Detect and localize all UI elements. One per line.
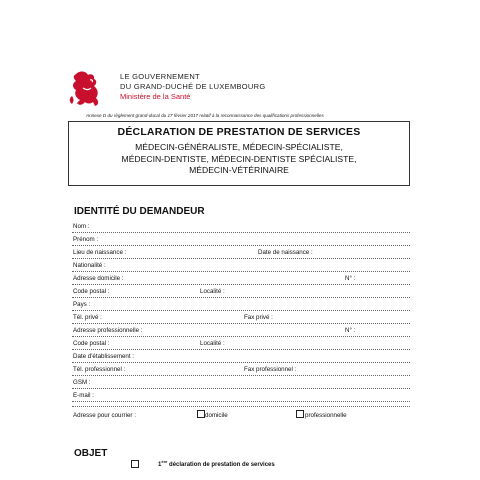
checkbox-premiere-declaration[interactable]	[131, 460, 139, 468]
field-adresse-domicile[interactable]	[72, 272, 410, 285]
label-lieu-naissance: Lieu de naissance :	[73, 249, 127, 256]
field-tel-pro[interactable]	[72, 363, 410, 376]
label-localite-2: Localité :	[200, 340, 225, 347]
label-pays: Pays :	[73, 301, 91, 308]
label-adresse-pro: Adresse professionnelle :	[73, 327, 143, 334]
label-prenom: Prénom :	[73, 236, 99, 243]
luxembourg-lion-logo-icon	[66, 68, 108, 110]
label-date-etablissement: Date d'établissement :	[73, 353, 135, 360]
field-courrier	[72, 409, 410, 421]
label-tel-pro: Tél. professionnel :	[73, 366, 126, 373]
checkbox-professionnelle[interactable]	[296, 410, 304, 418]
field-code-postal-pro[interactable]	[72, 337, 410, 350]
ministry-name: Ministère de la Santé	[120, 92, 191, 101]
subtitle-line-1: MÉDECIN-GÉNÉRALISTE, MÉDECIN-SPÉCIALISTE,	[135, 142, 343, 152]
label-code-postal-2: Code postal :	[73, 340, 110, 347]
label-fax-pro: Fax professionnel :	[244, 366, 297, 373]
field-pays[interactable]	[72, 298, 410, 311]
label-code-postal-1: Code postal :	[73, 288, 110, 295]
field-prenom[interactable]	[72, 233, 410, 246]
subtitle-line-2: MÉDECIN-DENTISTE, MÉDECIN-DENTISTE SPÉCIALISTE,	[121, 153, 357, 164]
field-code-postal-domicile[interactable]	[72, 285, 410, 298]
title-box	[68, 121, 410, 186]
option-domicile-label: domicile	[205, 412, 228, 419]
label-email: E-mail :	[73, 392, 94, 399]
gov-line-2: DU GRAND-DUCHÉ DE LUXEMBOURG	[120, 82, 266, 91]
subtitle-line-3: MÉDECIN-VÉTÉRINAIRE	[189, 165, 289, 175]
checkbox-domicile[interactable]	[197, 410, 205, 418]
objet-heading: OBJET	[74, 448, 108, 459]
label-localite-1: Localité :	[200, 288, 225, 295]
gov-line-1: LE GOUVERNEMENT	[120, 72, 200, 81]
label-date-naissance: Date de naissance :	[258, 249, 313, 256]
label-tel-prive: Tél. privé :	[73, 314, 102, 321]
label-adresse-domicile: Adresse domicile :	[73, 275, 124, 282]
field-gsm[interactable]	[72, 376, 410, 389]
ordinal-suffix: ère	[161, 459, 168, 464]
label-fax-prive: Fax privé :	[244, 314, 273, 321]
field-nationalite[interactable]	[72, 259, 410, 272]
document-title: DÉCLARATION DE PRESTATION DE SERVICES	[117, 126, 361, 138]
label-nom: Nom :	[73, 223, 90, 230]
ordinal-number: 1	[158, 462, 162, 468]
label-nationalite: Nationalité :	[73, 262, 106, 269]
field-adresse-pro[interactable]	[72, 324, 410, 337]
identity-heading: IDENTITÉ DU DEMANDEUR	[74, 206, 205, 217]
label-numero-pro: N° :	[345, 327, 356, 334]
label-numero-domicile: N° :	[345, 275, 356, 282]
field-tel-prive[interactable]	[72, 311, 410, 324]
premiere-declaration-label	[158, 459, 275, 468]
label-adresse-courrier: Adresse pour courrier :	[73, 412, 136, 419]
option-professionnelle-label: professionnelle	[305, 412, 347, 419]
document-subtitle	[69, 142, 409, 177]
declaration-text: déclaration de prestation de services	[167, 462, 275, 468]
annex-note: Annexe D du règlement grand-ducal du 17 février 2017 relatif à la reconnaissance des qualifications professionnelles	[86, 113, 324, 118]
field-naissance[interactable]	[72, 246, 410, 259]
field-nom[interactable]	[72, 220, 410, 233]
government-header	[120, 72, 266, 102]
field-date-etablissement[interactable]	[72, 350, 410, 363]
label-gsm: GSM :	[73, 379, 91, 386]
field-spacer	[72, 398, 410, 407]
